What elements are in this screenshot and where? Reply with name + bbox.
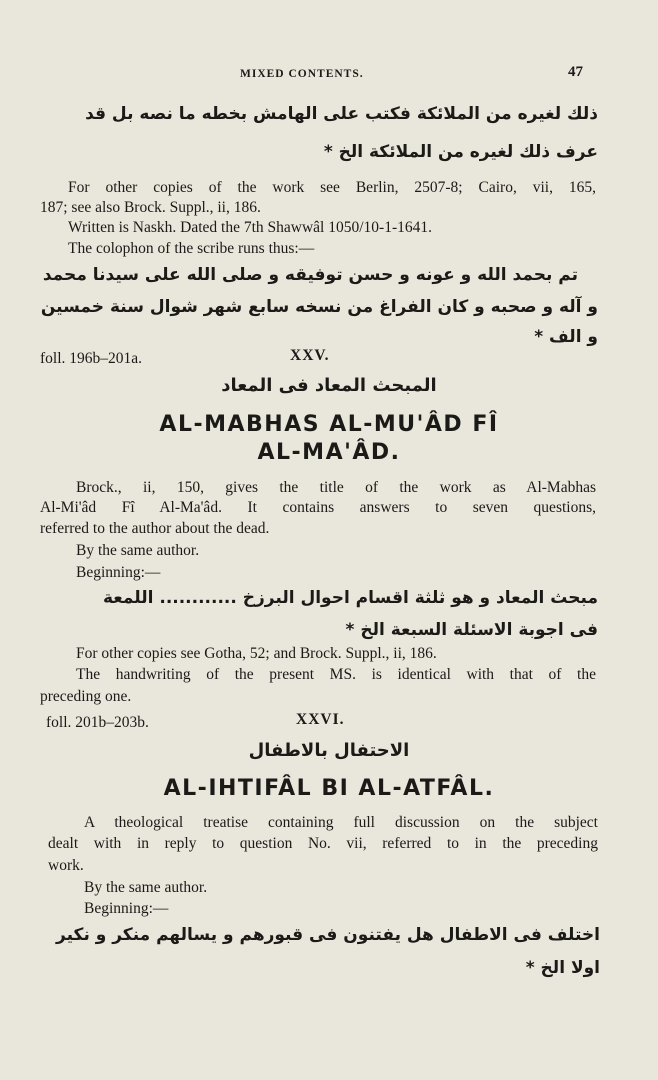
handwriting-note: The handwriting of the present MS. is identical with that of the (76, 666, 596, 683)
handwriting-note: preceding one. (40, 688, 132, 705)
copies-line: For other copies of the work see Berlin, 2507-8; Cairo, vii, 165, (68, 179, 596, 196)
description-line: A theological treatise containing full discussion on the subject (84, 814, 598, 831)
folio-reference: foll. 201b–203b. (46, 714, 149, 731)
page-number: 47 (568, 64, 583, 80)
running-title: MIXED CONTENTS. (240, 68, 364, 80)
section-numeral: XXV. (290, 347, 330, 364)
description-line: Al-Mi'âd Fî Al-Ma'âd. It contains answers to seven questions, (40, 499, 596, 516)
description-line: work. (48, 857, 84, 874)
arabic-text-line: عرف ذلك لغيره من الملائكة الخ * (323, 142, 598, 162)
description-line: referred to the author about the dead. (40, 520, 270, 537)
beginning-label: Beginning:— (84, 900, 169, 917)
arabic-title: المبحث المعاد فى المعاد (221, 375, 437, 396)
arabic-title: الاحتفال بالاطفال (248, 740, 410, 761)
arabic-text-line: ذلك لغيره من الملائكة فكتب على الهامش بخطه ما نصه بل قد (85, 104, 598, 124)
colophon-arabic-line: تم بحمد الله و عونه و حسن توفيقه و صلى الله على سيدنا محمد (42, 265, 578, 285)
beginning-arabic-line: اختلف فى الاطفال هل يفتنون فى قبورهم و يسالهم منكر و نكير (56, 925, 600, 945)
colophon-intro: The colophon of the scribe runs thus:— (68, 240, 315, 257)
description-line: Brock., ii, 150, gives the title of the work as Al-Mabhas (76, 479, 596, 496)
folio-reference: foll. 196b–201a. (40, 350, 143, 367)
colophon-arabic-line: و الف * (534, 327, 598, 347)
section-title: AL-MA'ÂD. (257, 440, 401, 465)
copies-line: For other copies see Gotha, 52; and Brock. Suppl., ii, 186. (76, 645, 437, 662)
beginning-arabic-line: فى اجوبة الاسئلة السبعة الخ * (345, 620, 598, 640)
beginning-label: Beginning:— (76, 564, 161, 581)
section-numeral: XXVI. (296, 711, 345, 728)
author-note: By the same author. (84, 879, 208, 896)
beginning-arabic-line: مبحث المعاد و هو ثلثة اقسام احوال البرزخ ............ اللمعة (102, 588, 598, 608)
section-title: AL-IHTIFÂL BI AL-ATFÂL. (163, 776, 495, 801)
colophon-arabic-line: و آله و صحبه و كان الفراغ من نسخه سابع شهر شوال سنة خمسين (40, 297, 598, 317)
script-note: Written is Naskh. Dated the 7th Shawwâl 1050/10-1-1641. (68, 219, 432, 236)
section-title: AL-MABHAS AL-MU'ÂD FÎ (159, 412, 499, 437)
beginning-arabic-line: اولا الخ * (525, 958, 600, 978)
author-note: By the same author. (76, 542, 200, 559)
copies-line: 187; see also Brock. Suppl., ii, 186. (40, 199, 261, 216)
description-line: dealt with in reply to question No. vii, referred to in the preceding (48, 835, 598, 852)
